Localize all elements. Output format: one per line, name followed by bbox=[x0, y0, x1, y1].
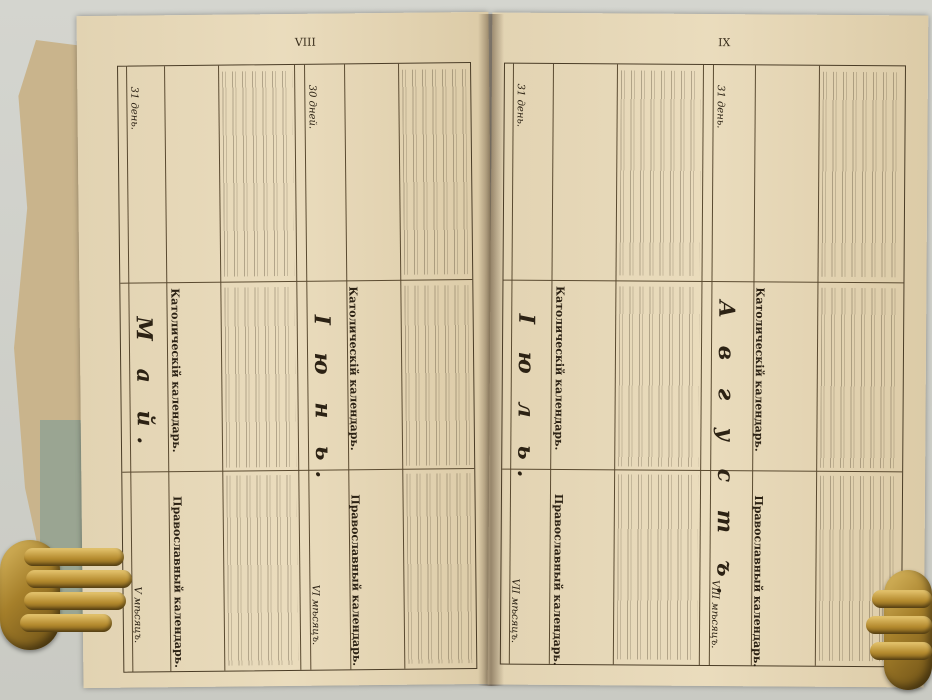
left-page-number: VIII bbox=[294, 35, 316, 49]
june-month-title: І ю н ь. bbox=[308, 314, 337, 489]
may-catholic-header: Католическій календарь. bbox=[168, 288, 184, 453]
august-month-title: А в г у с т ъ. bbox=[711, 300, 740, 605]
august-catholic-header: Католическій календарь. bbox=[752, 287, 767, 452]
left-page bbox=[76, 12, 495, 688]
august-days-count: 31 день. bbox=[714, 85, 726, 129]
july-days-count: 31 день. bbox=[514, 83, 526, 128]
july-catholic-entries bbox=[620, 70, 701, 276]
july-orthodox-header: Православный календарь. bbox=[550, 493, 565, 666]
june-orthodox-header: Православный календарь. bbox=[348, 494, 364, 667]
open-calendar-book bbox=[80, 14, 928, 686]
august-orthodox-entries bbox=[820, 288, 899, 469]
right-page-number: IX bbox=[718, 36, 731, 50]
june-month-label: VI мѣсяцъ. bbox=[309, 584, 322, 646]
may-orthodox-entries bbox=[224, 287, 296, 468]
june-catholic-header: Католическій календарь. bbox=[346, 286, 362, 451]
may-lower-entries bbox=[226, 475, 298, 666]
left-calendar-table bbox=[117, 62, 477, 673]
july-orthodox-entries bbox=[618, 286, 699, 467]
august-catholic-entries bbox=[822, 72, 901, 278]
june-catholic-entries bbox=[402, 69, 468, 275]
july-catholic-header: Католическій календарь. bbox=[552, 285, 567, 451]
august-month-label: VIII мѣсяцъ. bbox=[708, 580, 721, 649]
right-page bbox=[488, 12, 929, 687]
june-orthodox-entries bbox=[404, 285, 470, 466]
july-month-label: VII мѣсяцъ. bbox=[508, 578, 521, 644]
may-days-count: 31 день. bbox=[128, 86, 140, 131]
may-month-label: V мѣсяцъ. bbox=[131, 586, 144, 644]
june-lower-entries bbox=[406, 473, 472, 664]
july-lower-entries bbox=[617, 474, 698, 660]
may-catholic-entries bbox=[222, 71, 294, 277]
june-days-count: 30 дней. bbox=[306, 84, 318, 130]
may-orthodox-header: Православный календарь. bbox=[170, 496, 186, 669]
may-month-title: М а й. bbox=[130, 316, 159, 455]
july-month-title: І ю л ь. bbox=[512, 313, 540, 488]
august-orthodox-header: Православный календарь. bbox=[750, 495, 765, 668]
book-gutter bbox=[478, 14, 504, 686]
right-calendar-table bbox=[500, 63, 906, 668]
